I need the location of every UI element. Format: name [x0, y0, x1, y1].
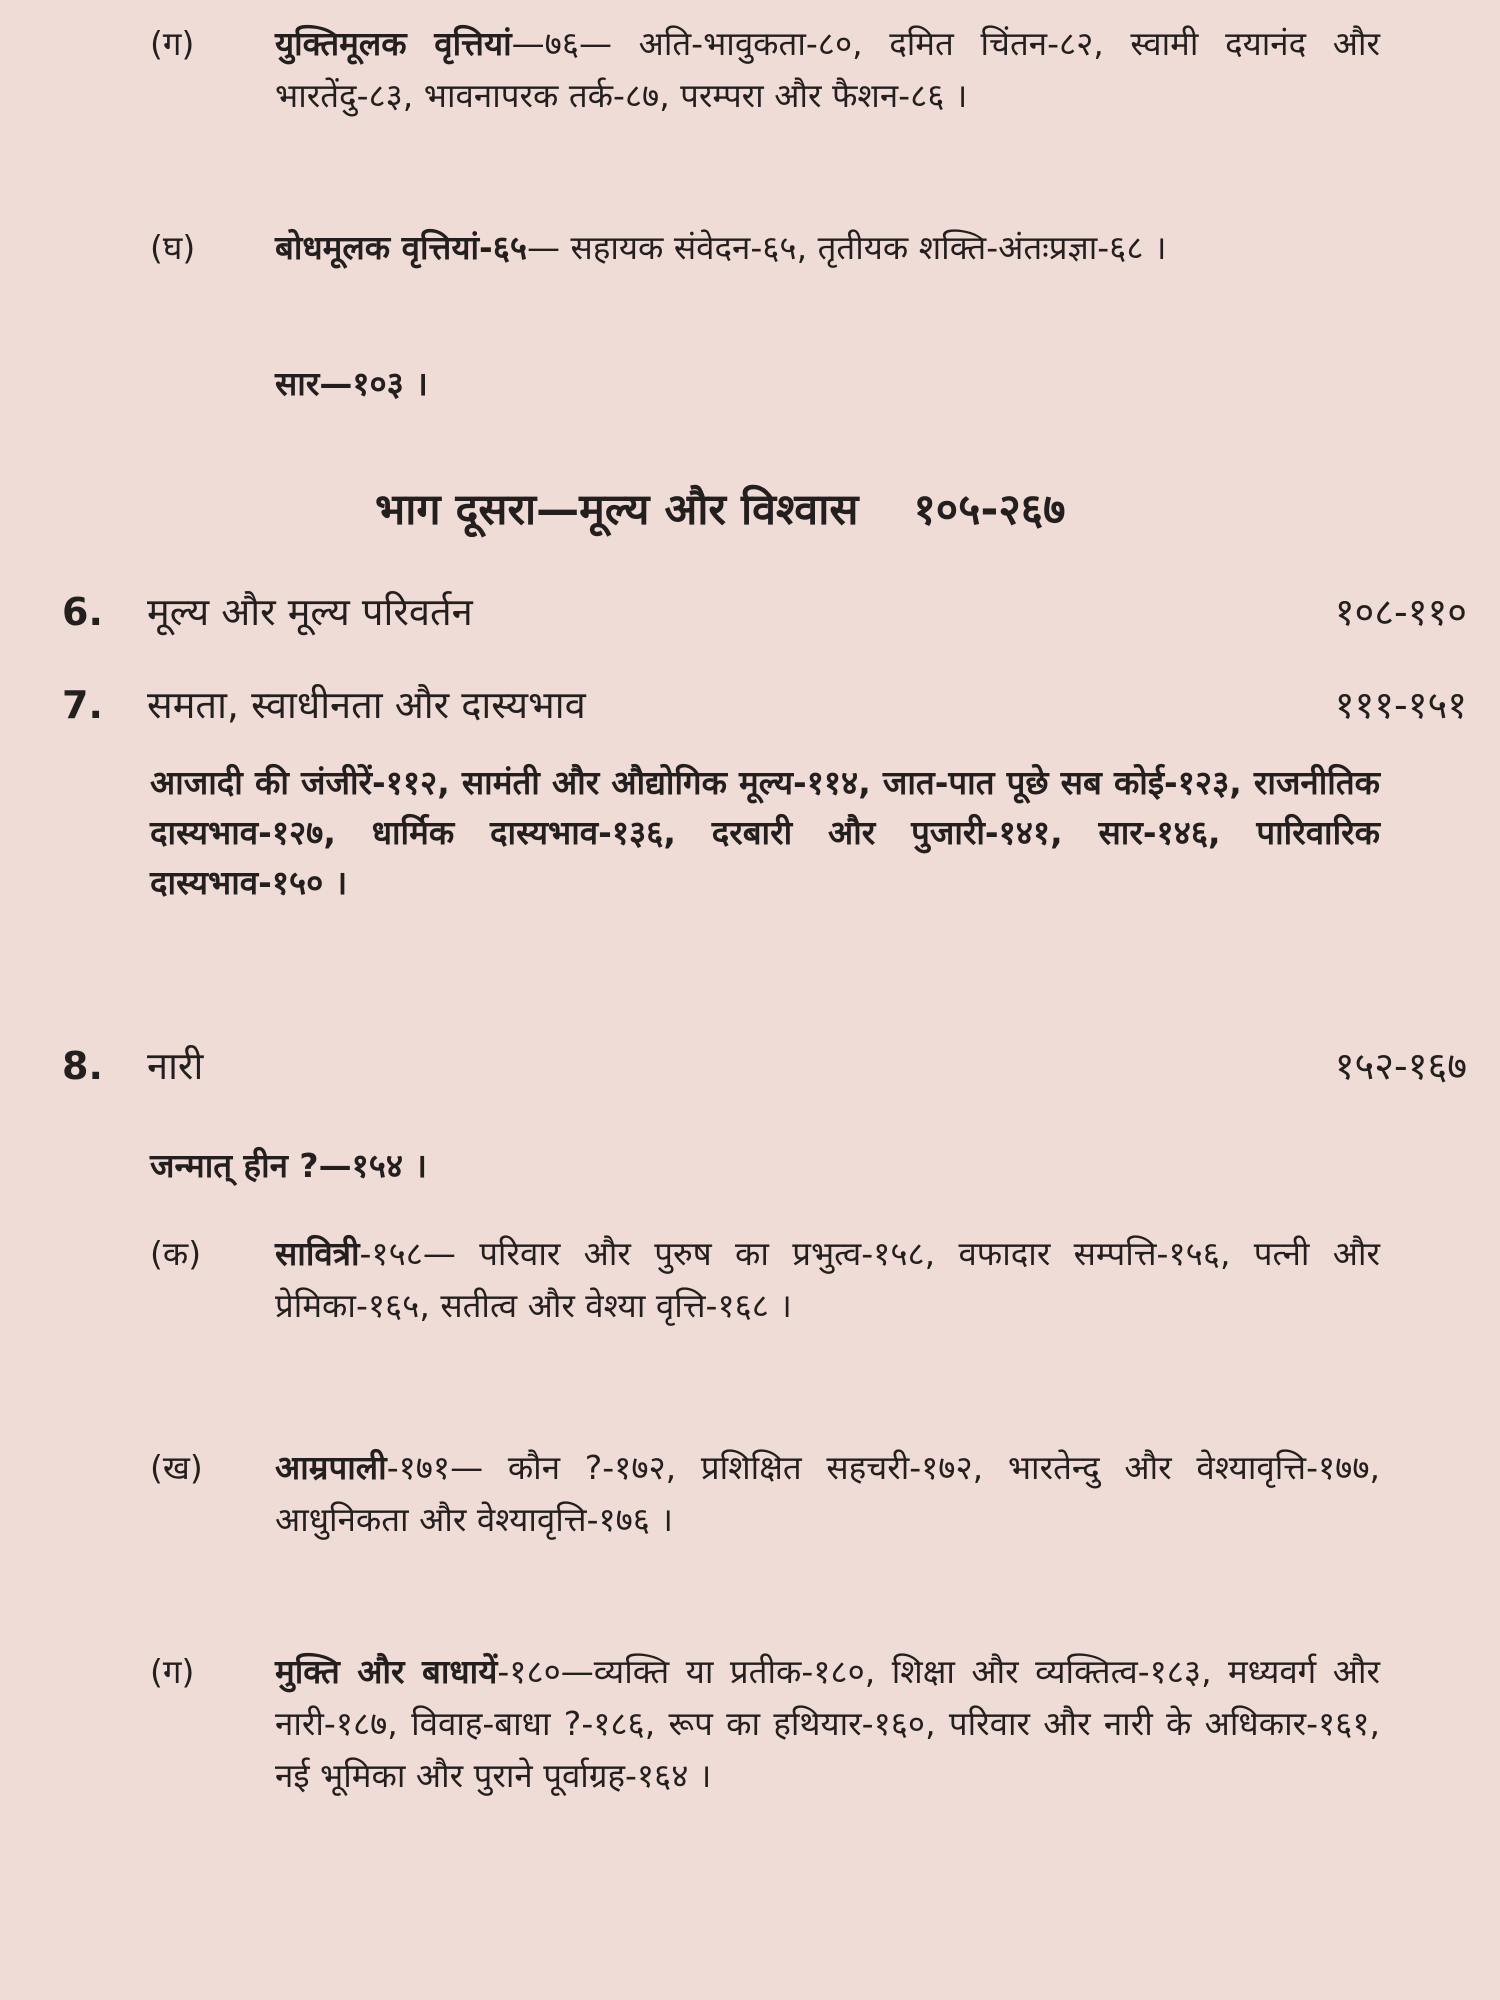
subsection-body	[275, 222, 1380, 274]
chapter-number: 7.	[62, 683, 103, 727]
subsection-heading: सावित्री	[275, 1234, 360, 1273]
subsection-marker: (घ)	[150, 228, 196, 267]
summary-line	[150, 358, 1380, 410]
subsection-text: — सहायक संवेदन-६५, तृतीयक शक्ति-अंतःप्रज्ञा-६८ ।	[527, 228, 1167, 267]
subsection-body	[275, 1442, 1380, 1546]
subsection-marker: (ख)	[150, 1448, 203, 1487]
chapter-pages: १०८-११०	[1334, 590, 1467, 634]
subsection-text: -१७१— कौन ?-१७२, प्रशिक्षित सहचरी-१७२, भारतेन्दु और वेश्यावृत्ति-१७७, आधुनिकता और वेश्यावृत्ति-१७६ ।	[275, 1448, 1380, 1539]
chapter-7-contents: आजादी की जंजीरें-११२, सामंती और औद्योगिक मूल्य-११४, जात-पात पूछे सब कोई-१२३, राजनीतिक दास्यभाव-१२७, धार्मिक दास्यभाव-१३६, दरबारी और पुजारी-१४१, सार-१४६, पारिवारिक दास्यभाव-१५० ।	[150, 763, 1380, 902]
chapter-title: समता, स्वाधीनता और दास्यभाव	[147, 683, 586, 727]
subsection-kha	[150, 1442, 1380, 1546]
part-two-heading	[375, 478, 1065, 537]
subsection-ka	[150, 1228, 1380, 1332]
chapter-8-intro: जन्मात् हीन ?—१५४ ।	[150, 1146, 428, 1185]
subsection-body	[275, 1646, 1380, 1802]
subsection-marker: (ग)	[150, 1652, 195, 1691]
subsection-heading: युक्तिमूलक वृत्तियां	[275, 24, 512, 63]
subsection-text: -१८०—व्यक्ति या प्रतीक-१८०, शिक्षा और व्यक्तित्व-१८३, मध्यवर्ग और नारी-१८७, विवाह-बाधा ?-१८६, रूप का हथियार-१६०, परिवार और नारी के अधिकार-१६१, नई भूमिका और पुराने पूर्वाग्रह-१६४ ।	[275, 1652, 1381, 1795]
subsection-text: -१५८— परिवार और पुरुष का प्रभुत्व-१५८, वफादार सम्पत्ति-१५६, पत्नी और प्रेमिका-१६५, सतीत्व और वेश्या वृत्ति-१६८ ।	[275, 1234, 1380, 1325]
part-two-pages: १०५-२६७	[913, 485, 1066, 535]
chapter-number: 6.	[62, 590, 103, 634]
subsection-ga-mukti	[150, 1646, 1380, 1802]
chapter-title: नारी	[147, 1044, 204, 1088]
chapter-pages: १११-१५१	[1334, 683, 1467, 727]
subsection-g	[150, 18, 1380, 122]
subsection-body	[275, 18, 1380, 122]
summary-text: सार—१०३ ।	[275, 364, 428, 403]
subsection-text: —७६— अति-भावुकता-८०, दमित चिंतन-८२, स्वामी दयानंद और भारतेंदु-८३, भावनापरक तर्क-८७, परम्परा और फैशन-८६ ।	[275, 24, 1380, 115]
subsection-body	[275, 1228, 1380, 1332]
chapter-number: 8.	[62, 1044, 103, 1088]
chapter-pages: १५२-१६७	[1334, 1044, 1467, 1088]
subsection-marker: (क)	[150, 1234, 202, 1273]
subsection-gh	[150, 222, 1380, 274]
chapter-title: मूल्य और मूल्य परिवर्तन	[147, 590, 473, 634]
subsection-marker: (ग)	[150, 24, 195, 63]
subsection-heading: बोधमूलक वृत्तियां-६५	[275, 228, 528, 267]
subsection-heading: मुक्ति और बाधायें	[275, 1652, 498, 1691]
part-two-title: भाग दूसरा—मूल्य और विश्वास	[375, 485, 859, 535]
subsection-heading: आम्रपाली	[275, 1448, 387, 1487]
